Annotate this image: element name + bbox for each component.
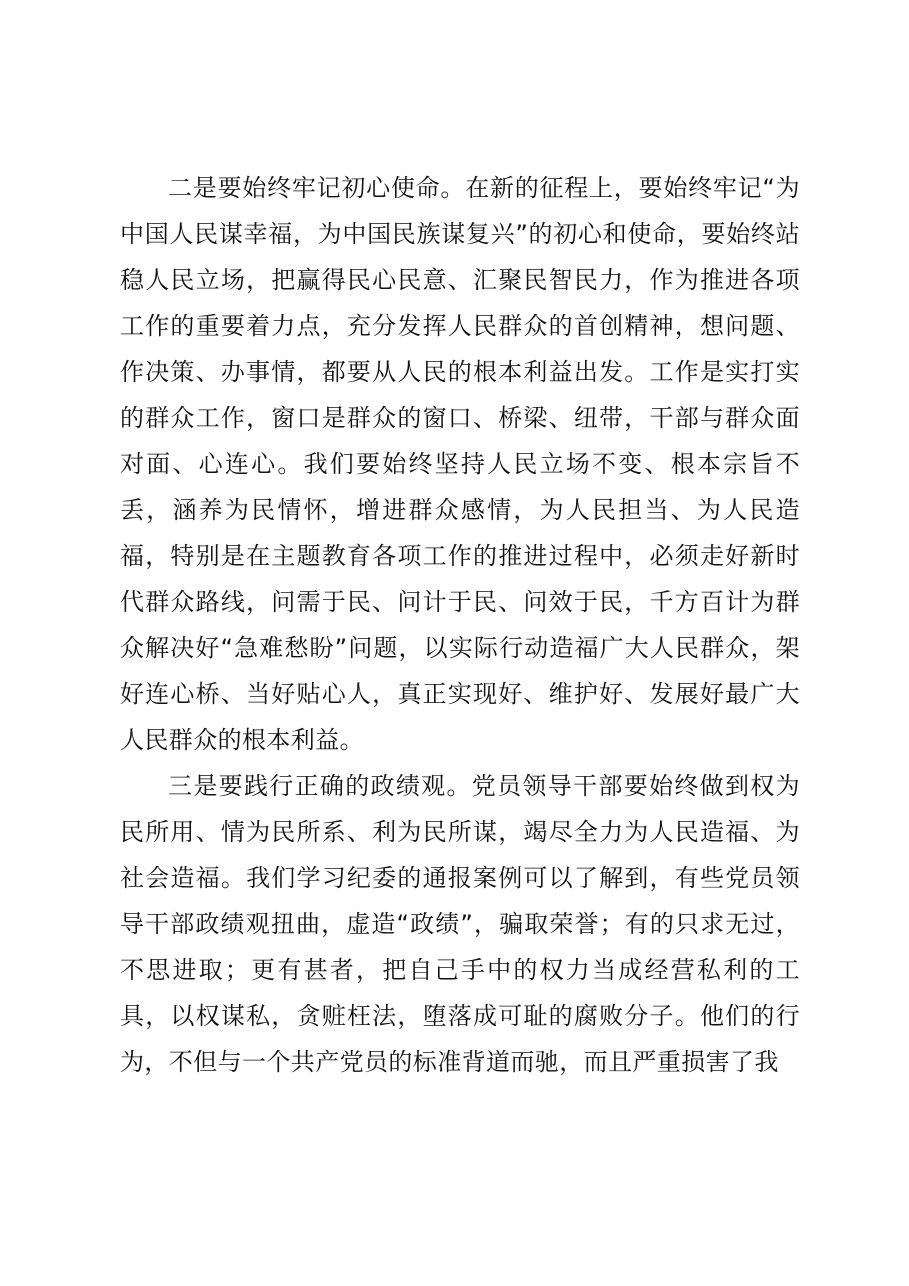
paragraph-2: 三是要践行正确的政绩观。党员领导干部要始终做到权为民所用、情为民所系、利为民所谋，竭尽全力为人民造福、为社会造福。我们学习纪委的通报案例可以了解到，有些党员领导干部政绩观扭曲，虚造“政绩”，骗取荣誉；有的只求无过，不思进取；更有甚者，把自己手中的权力当成经营私利的工具，以权谋私，贪赃枉法，堕落成可耻的腐败分子。他们的行为，不但与一个共产党员的标准背道而驰，而且严重损害了我 (120, 772, 800, 1076)
paragraph-1: 二是要始终牢记初心使命。在新的征程上，要始终牢记“为中国人民谋幸福，为中国民族谋复兴”的初心和使命，要始终站稳人民立场，把赢得民心民意、汇聚民智民力，作为推进各项工作的重要着力点，充分发挥人民群众的首创精神，想问题、作决策、办事情，都要从人民的根本利益出发。工作是实打实的群众工作，窗口是群众的窗口、桥梁、纽带，干部与群众面对面、心连心。我们要始终坚持人民立场不变、根本宗旨不丢，涵养为民情怀，增进群众感情，为人民担当、为人民造福，特别是在主题教育各项工作的推进过程中，必须走好新时代群众路线，问需于民、问计于民、问效于民，千方百计为群众解决好“急难愁盼”问题，以实际行动造福广大人民群众，架好连心桥、当好贴心人，真正实现好、维护好、发展好最广大人民群众的根本利益。 (120, 174, 800, 754)
document-body (120, 165, 800, 1085)
